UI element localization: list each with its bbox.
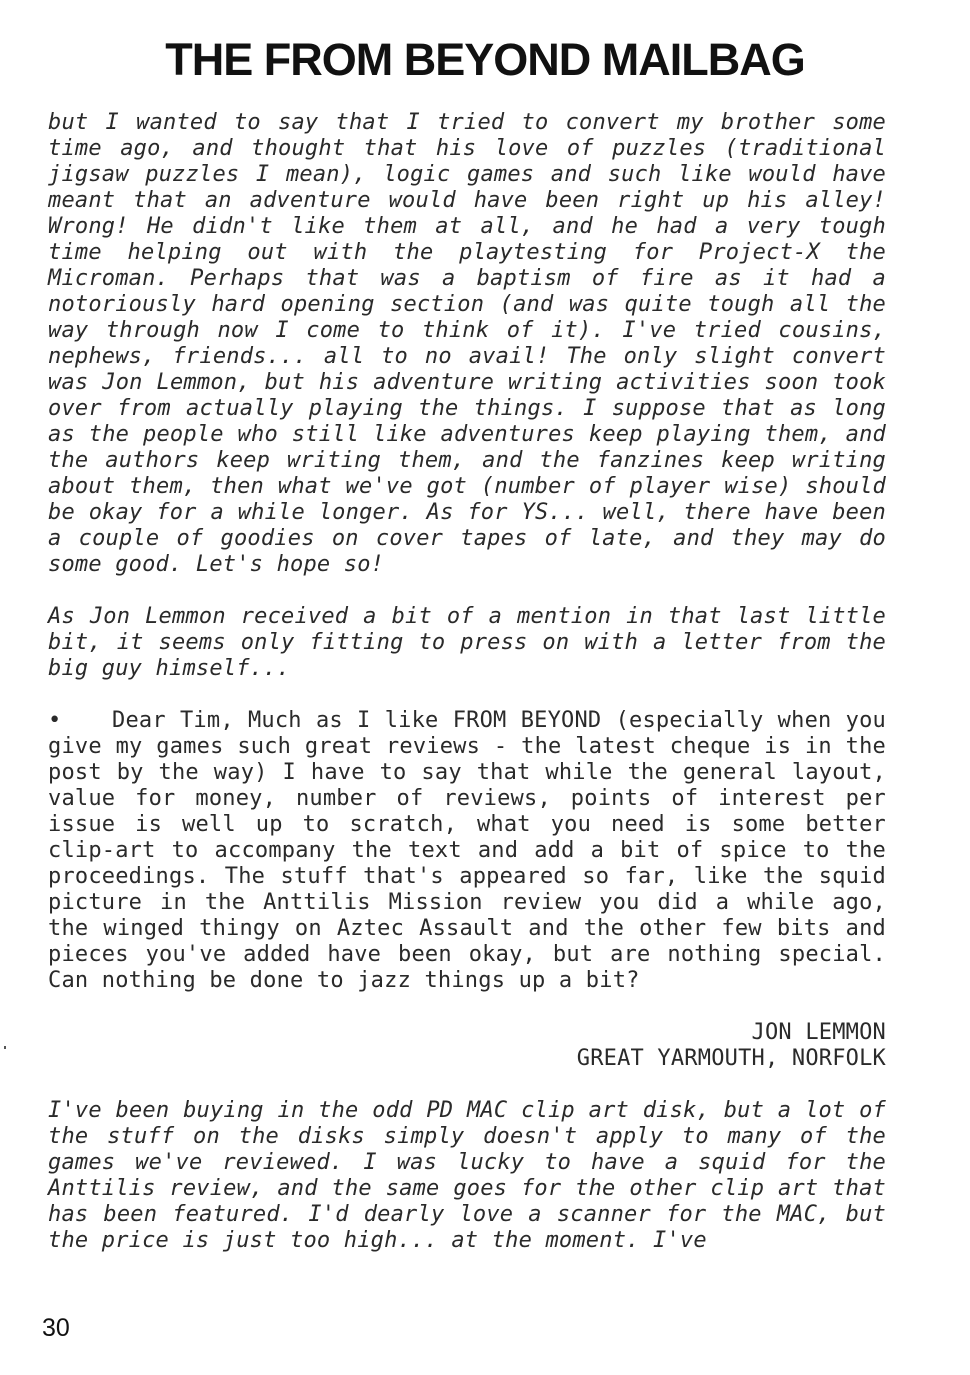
letter-signature [48,1020,886,1072]
mailbag-body [48,110,886,1280]
signature-name: JON LEMMON [751,1020,886,1045]
editor-intro: As Jon Lemmon received a bit of a mention in that last little bit, it seems only fitting to press on with a letter from the big guy himself... [48,604,886,681]
page-title: THE FROM BEYOND MAILBAG [165,34,805,85]
reader-letter [48,708,886,994]
margin-speck [4,1046,6,1049]
page-number: 30 [42,1314,70,1342]
editor-reply-continued: but I wanted to say that I tried to convert my brother some time ago, and thought that his love of puzzles (traditional jigsaw puzzles I mean), logic games and such like would have meant that an adventure would have been right up his alley! Wrong! He didn't like them at all, and he had a very tough time helping out with the playtesting for Project-X the Microman. Perhaps that was a baptism of fire as it had a notoriously hard opening section (and was quite tough all the way through now I come to think of it). I've tried cousins, nephews, friends... all to no avail! The only slight convert was Jon Lemmon, but his adventure writing activities soon took over from actually playing the things. I suppose that as long as the people who still like adventures keep playing them, and the authors keep writing them, and the fanzines keep writing about them, then what we've got (number of player wise) should be okay for a while longer. As for YS... well, there have been a couple of goodies on cover tapes of late, and they may do some good. Let's hope so! [48,110,886,577]
letter-bullet: • [48,708,62,733]
signature-location: GREAT YARMOUTH, NORFOLK [576,1046,886,1071]
editor-reply: I've been buying in the odd PD MAC clip art disk, but a lot of the stuff on the disks simply doesn't apply to many of the games we've reviewed. I was lucky to have a squid for the Anttilis review, and the same goes for the other clip art that has been featured. I'd dearly love a scanner for the MAC, but the price is just too high... at the moment. I've [48,1098,886,1253]
letter-text: Dear Tim, Much as I like FROM BEYOND (especially when you give my games such great reviews - the latest cheque is in the post by the way) I have to say that while the general layout, value for money, number of reviews, points of interest per issue is well up to scratch, what you need is some better clip-art to accompany the text and add a bit of spice to the proceedings. The stuff that's appeared so far, like the squid picture in the Anttilis Mission review you did a while ago, the winged thingy on Aztec Assault and the other few bits and pieces you've added have been okay, but are nothing special. Can nothing be done to jazz things up a bit? [48,708,886,993]
